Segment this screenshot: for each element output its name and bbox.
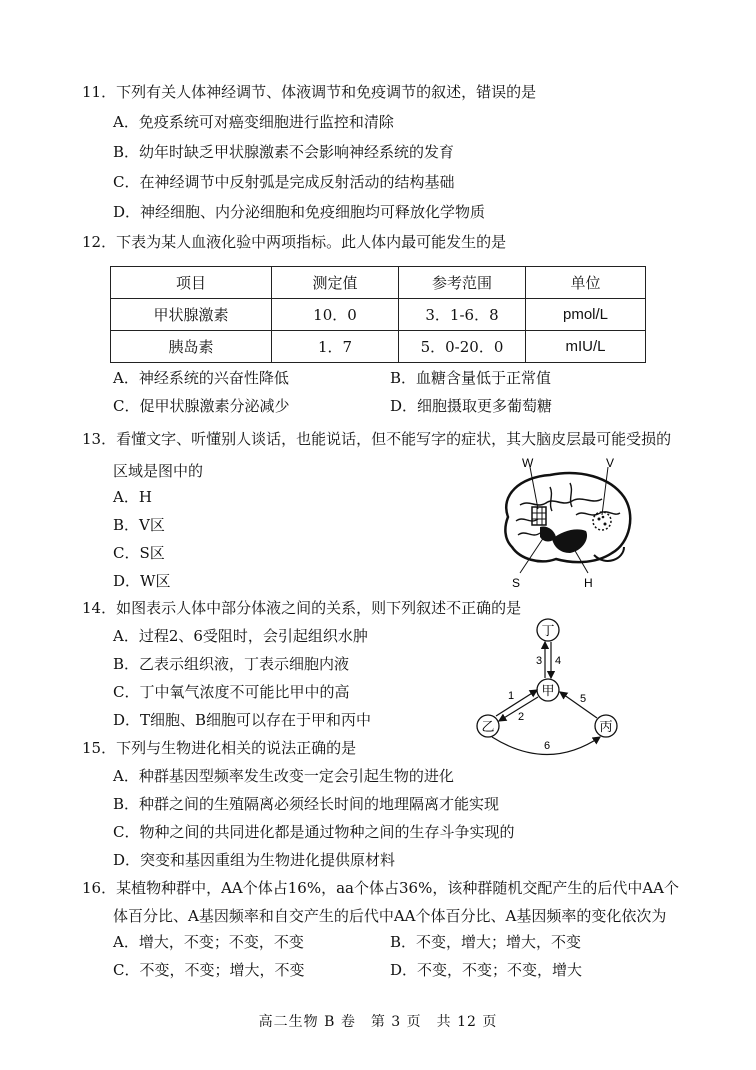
v-area-dot bbox=[598, 518, 601, 521]
table-header-cell: 参考范围 bbox=[399, 267, 526, 299]
table-row bbox=[111, 299, 646, 331]
table-cell: 1．7 bbox=[272, 331, 399, 363]
question-13-stem-continued: 区域是图中的 bbox=[113, 462, 204, 480]
question-16-option-a: A．增大，不变；不变，不变 bbox=[113, 933, 304, 951]
node-jia-label: 甲 bbox=[541, 684, 555, 699]
question-16-option-d: D．不变，不变；不变，增大 bbox=[390, 961, 583, 979]
arrow-1-label: 1 bbox=[508, 690, 515, 702]
question-11-option-d: D．神经细胞、内分泌细胞和免疫细胞均可释放化学物质 bbox=[113, 203, 486, 221]
table-cell: 10．0 bbox=[272, 299, 399, 331]
brain-cortex-figure bbox=[490, 455, 640, 595]
question-16-option-b: B．不变，增大；增大，不变 bbox=[390, 933, 582, 951]
label-s: S bbox=[512, 576, 521, 590]
question-14-option-d: D．T细胞、B细胞可以存在于甲和丙中 bbox=[113, 711, 372, 729]
arrow-6-label: 6 bbox=[544, 740, 551, 752]
question-13-option-c: C．S区 bbox=[113, 544, 165, 562]
question-11-option-b: B．幼年时缺乏甲状腺激素不会影响神经系统的发育 bbox=[113, 143, 455, 161]
table-cell: mIU/L bbox=[526, 331, 646, 363]
arrow-5-label: 5 bbox=[580, 693, 587, 705]
question-15-stem: 15．下列与生物进化相关的说法正确的是 bbox=[82, 739, 357, 757]
question-13-option-d: D．W区 bbox=[113, 572, 171, 590]
question-15-option-c: C．物种之间的共同进化都是通过物种之间的生存斗争实现的 bbox=[113, 823, 515, 841]
question-15-option-a: A．种群基因型频率发生改变一定会引起生物的进化 bbox=[113, 767, 454, 785]
question-11-option-c: C．在神经调节中反射弧是完成反射活动的结构基础 bbox=[113, 173, 455, 191]
arrow-4-label: 4 bbox=[555, 655, 562, 667]
question-12-option-b: B．血糖含量低于正常值 bbox=[390, 369, 552, 387]
question-15-option-d: D．突变和基因重组为生物进化提供原材料 bbox=[113, 851, 396, 869]
question-12-option-c: C．促甲状腺激素分泌减少 bbox=[113, 397, 290, 415]
table-header-cell: 项目 bbox=[111, 267, 272, 299]
v-area-dot bbox=[602, 516, 605, 519]
label-h: H bbox=[584, 576, 593, 590]
node-bing-label: 丙 bbox=[599, 720, 613, 735]
table-row bbox=[111, 331, 646, 363]
question-16-stem: 16．某植物种群中，AA个体占16%，aa个体占36%，该种群随机交配产生的后代中AA个 bbox=[82, 879, 679, 897]
table-header-cell: 单位 bbox=[526, 267, 646, 299]
node-ding-label: 丁 bbox=[541, 624, 555, 639]
table-cell: 胰岛素 bbox=[111, 331, 272, 363]
arrow-2-label: 2 bbox=[518, 711, 525, 723]
question-14-option-c: C．丁中氧气浓度不可能比甲中的高 bbox=[113, 683, 350, 701]
arrow-5 bbox=[560, 692, 597, 718]
node-yi-label: 乙 bbox=[481, 720, 495, 735]
question-13-stem: 13．看懂文字、听懂别人谈话，也能说话，但不能写字的症状，其大脑皮层最可能受损的 bbox=[82, 430, 672, 448]
question-12-stem: 12．下表为某人血液化验中两项指标。此人体内最可能发生的是 bbox=[82, 233, 507, 251]
question-11-stem: 11．下列有关人体神经调节、体液调节和免疫调节的叙述，错误的是 bbox=[82, 83, 537, 101]
question-12-option-d: D．细胞摄取更多葡萄糖 bbox=[390, 397, 553, 415]
arrow-1 bbox=[496, 690, 537, 716]
table-header-cell: 测定值 bbox=[272, 267, 399, 299]
lab-results-table bbox=[110, 266, 646, 363]
arrow-3-label: 3 bbox=[536, 655, 543, 667]
question-14-stem: 14．如图表示人体中部分体液之间的关系，则下列叙述不正确的是 bbox=[82, 599, 522, 617]
body-fluid-diagram bbox=[468, 612, 638, 762]
question-14-option-a: A．过程2、6受阻时，会引起组织水肿 bbox=[113, 627, 368, 645]
question-13-option-a: A．H bbox=[113, 488, 152, 506]
label-v: V bbox=[606, 456, 615, 470]
question-16-option-c: C．不变，不变；增大，不变 bbox=[113, 961, 305, 979]
question-11-option-a: A．免疫系统可对癌变细胞进行监控和清除 bbox=[113, 113, 394, 131]
table-cell: 3．1-6．8 bbox=[399, 299, 526, 331]
table-cell: 甲状腺激素 bbox=[111, 299, 272, 331]
table-header-row bbox=[111, 267, 646, 299]
v-area-dot bbox=[604, 523, 607, 526]
table-cell: 5．0-20．0 bbox=[399, 331, 526, 363]
question-14-option-b: B．乙表示组织液，丁表示细胞内液 bbox=[113, 655, 350, 673]
question-15-option-b: B．种群之间的生殖隔离必须经长时间的地理隔离才能实现 bbox=[113, 795, 500, 813]
table-cell: pmol/L bbox=[526, 299, 646, 331]
label-w: W bbox=[522, 456, 534, 470]
page-footer: 高二生物 B 卷 第 3 页 共 12 页 bbox=[258, 1014, 498, 1030]
question-16-stem-continued: 体百分比、A基因频率和自交产生的后代中AA个体百分比、A基因频率的变化依次为 bbox=[113, 907, 667, 925]
question-13-option-b: B．V区 bbox=[113, 516, 165, 534]
question-12-option-a: A．神经系统的兴奋性降低 bbox=[113, 369, 289, 387]
